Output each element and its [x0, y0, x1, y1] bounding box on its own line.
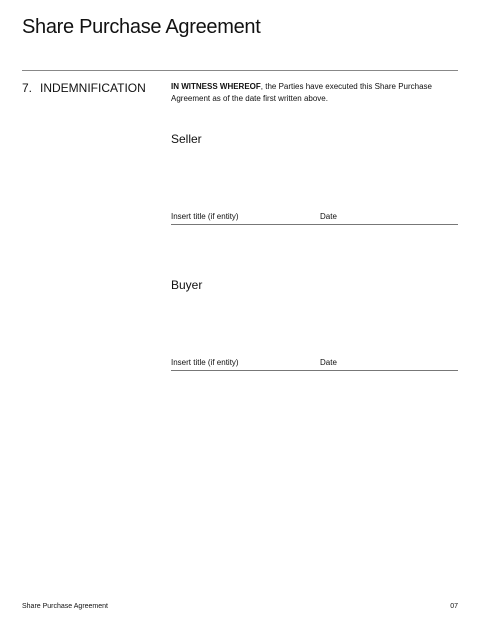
seller-label: Seller [171, 132, 202, 146]
buyer-label: Buyer [171, 278, 203, 292]
seller-title-caption: Insert title (if entity) [171, 212, 239, 221]
witness-lead: IN WITNESS WHEREOF [171, 82, 261, 91]
buyer-signature-line [171, 370, 458, 371]
witness-clause [171, 81, 458, 105]
seller-signature-line [171, 224, 458, 225]
footer-document-name: Share Purchase Agreement [22, 603, 108, 610]
buyer-date-caption: Date [320, 358, 337, 367]
section-heading: INDEMNIFICATION [40, 81, 146, 95]
buyer-title-caption: Insert title (if entity) [171, 358, 239, 367]
page-title: Share Purchase Agreement [22, 16, 261, 38]
section-number: 7. [22, 81, 33, 95]
header-divider [22, 70, 458, 71]
footer-page-number: 07 [450, 603, 458, 610]
witness-text: , the Parties have executed this Share Purchase Agreement as of the date first written above. [171, 82, 432, 103]
seller-date-caption: Date [320, 212, 337, 221]
